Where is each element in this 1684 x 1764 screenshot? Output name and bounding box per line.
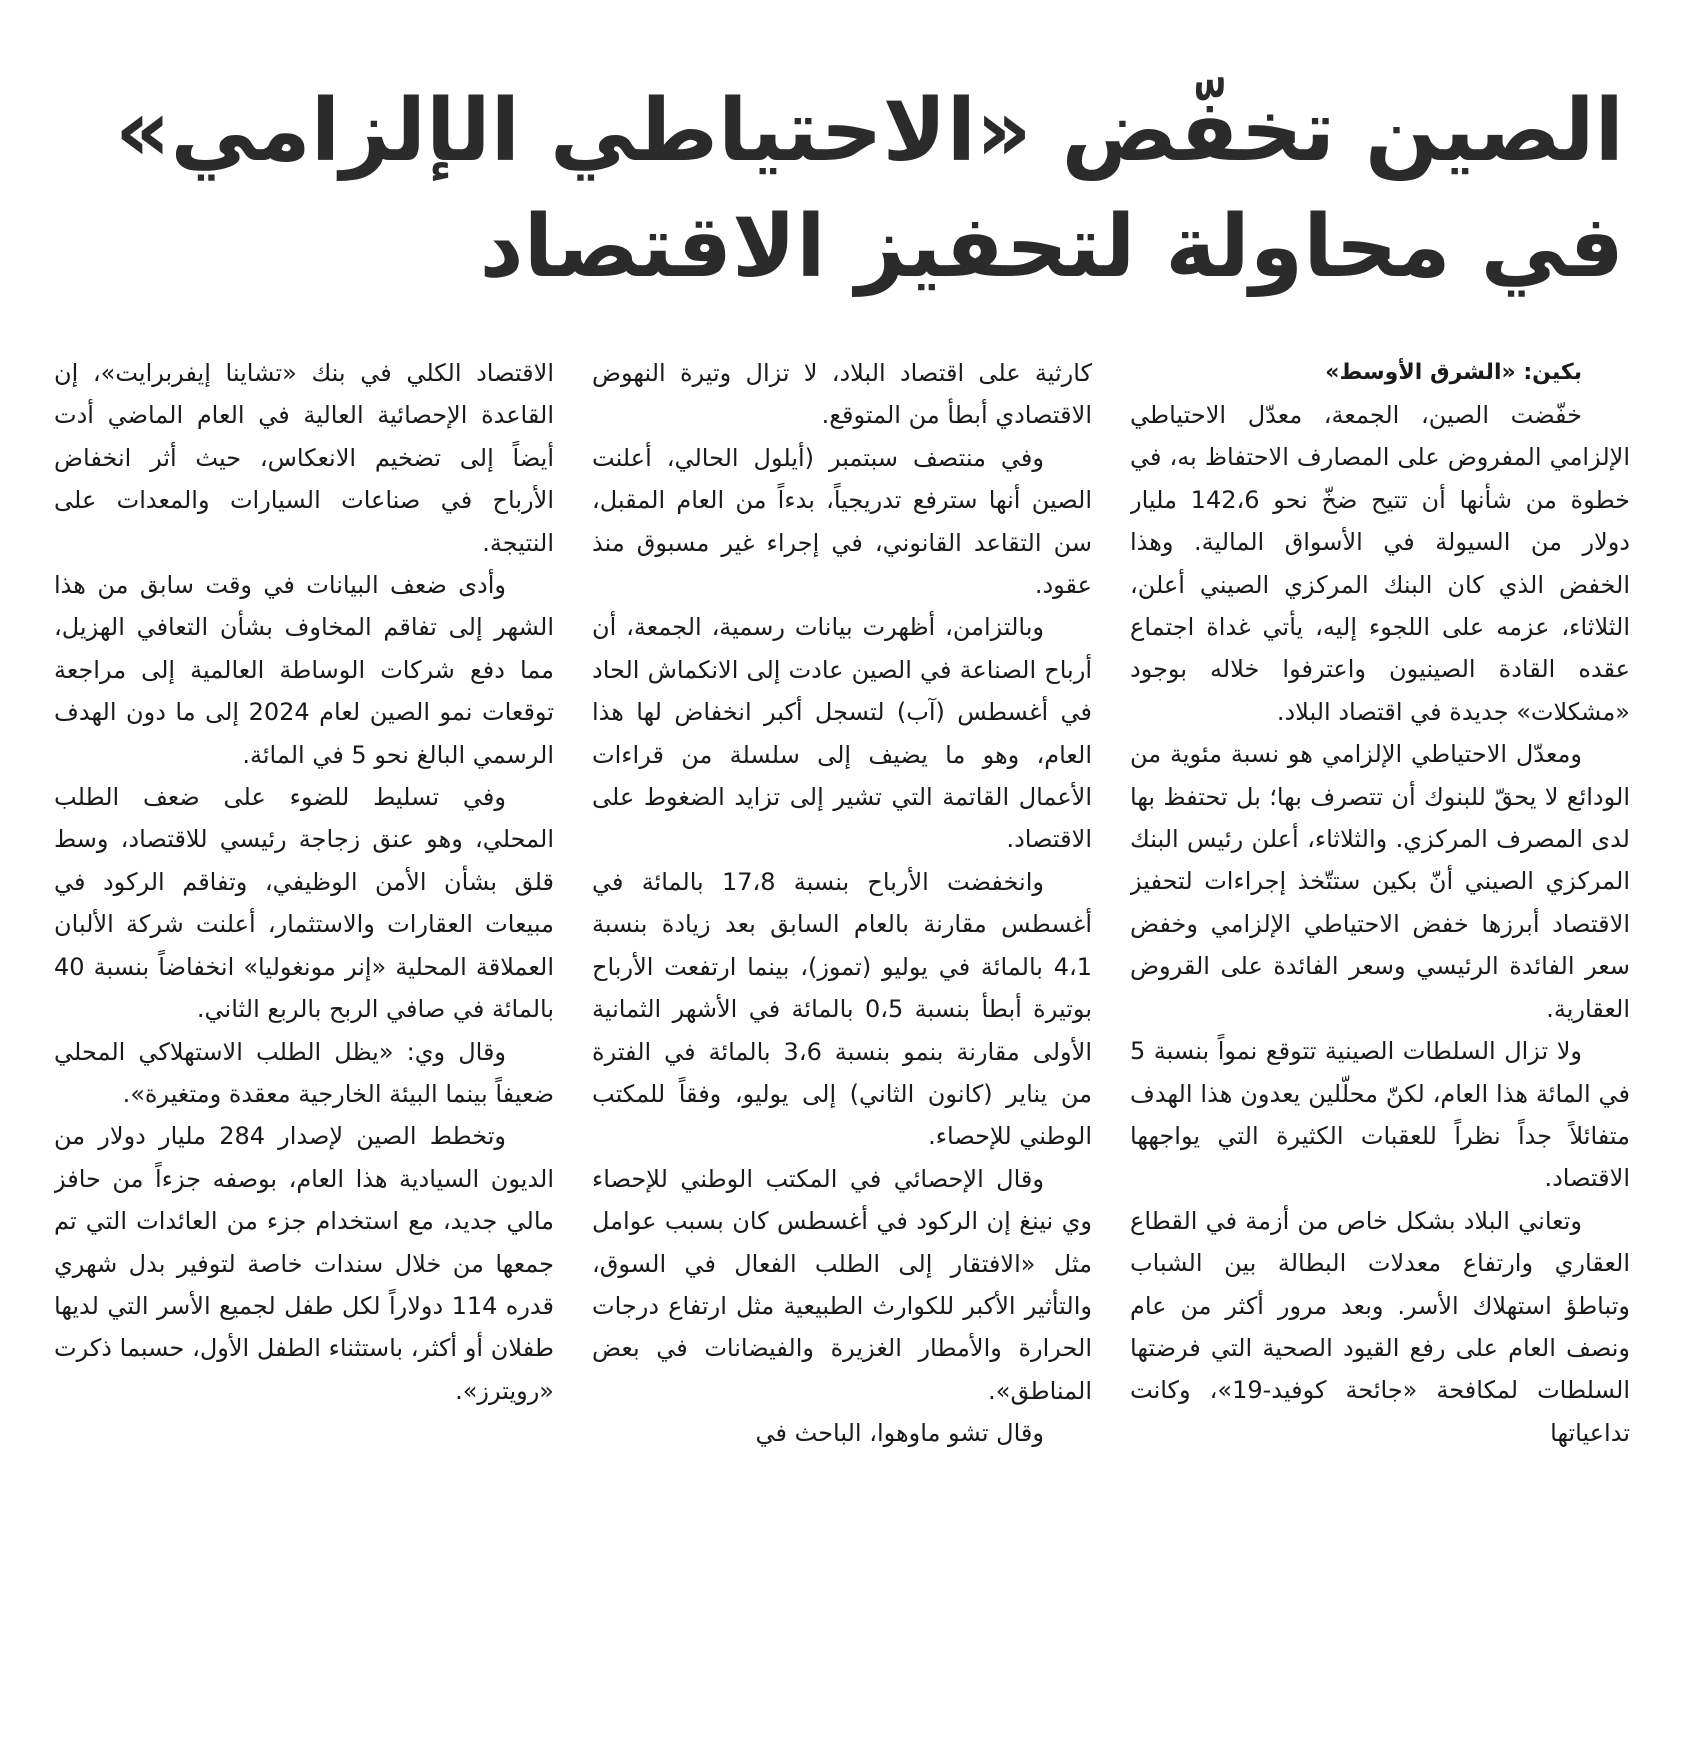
- paragraph: خفّضت الصين، الجمعة، معدّل الاحتياطي الإلزامي المفروض على المصارف الاحتفاظ به، في خطوة من شأنها أن تتيح ضخّ نحو 142،6 مليار دولار من السيولة في الأسواق المالية. وهذا الخفض الذي كان البنك المركزي الصيني أعلن، الثلاثاء، عزمه على اللجوء إليه، يأتي غداة اجتماع عقده القادة الصينيون واعترفوا خلاله بوجود «مشكلات» جديدة في اقتصاد البلاد.: [1130, 401, 1630, 726]
- article-body: [54, 352, 1630, 1752]
- article-headline: [114, 73, 1624, 305]
- paragraph: وقال الإحصائي في المكتب الوطني للإحصاء وي نينغ إن الركود في أغسطس كان بسبب عوامل مثل «الافتقار إلى الطلب الفعال في السوق، والتأثير الأكبر للكوارث الطبيعية مثل ارتفاع درجات الحرارة والأمطار الغزيرة والفيضانات في بعض المناطق».: [592, 1164, 1092, 1405]
- paragraph: الاقتصاد الكلي في بنك «تشاينا إيفربرايت»، إن القاعدة الإحصائية العالية في العام الماضي أدت أيضاً إلى تضخيم الانعكاس، حيث أثر انخفاض الأرباح في صناعات السيارات والمعدات على النتيجة.: [54, 359, 554, 557]
- paragraph: وتعاني البلاد بشكل خاص من أزمة في القطاع العقاري وارتفاع معدلات البطالة بين الشباب وتباطؤ استهلاك الأسر. وبعد مرور أكثر من عام ونصف العام على رفع القيود الصحية التي فرضتها السلطات لمكافحة «جائحة كوفيد-19»، وكانت تداعياتها: [1130, 1206, 1630, 1447]
- dateline: بكين: «الشرق الأوسط»: [1325, 360, 1582, 385]
- paragraph: وفي تسليط للضوء على ضعف الطلب المحلي، وهو عنق زجاجة رئيسي للاقتصاد، وسط قلق بشأن الأمن الوظيفي، وتفاقم الركود في مبيعات العقارات والاستثمار، أعلنت شركة الألبان العملاقة المحلية «إنر مونغوليا» انخفاضاً بنسبة 40 بالمائة في صافي الربح بالربع الثاني.: [54, 783, 554, 1024]
- paragraph: ولا تزال السلطات الصينية تتوقع نمواً بنسبة 5 في المائة هذا العام، لكنّ محلّلين يعدون هذا الهدف متفائلاً جداً نظراً للعقبات الكثيرة التي يواجهها الاقتصاد.: [1130, 1037, 1630, 1193]
- paragraph: كارثية على اقتصاد البلاد، لا تزال وتيرة النهوض الاقتصادي أبطأ من المتوقع.: [592, 359, 1092, 430]
- paragraph: وأدى ضعف البيانات في وقت سابق من هذا الشهر إلى تفاقم المخاوف بشأن التعافي الهزيل، مما دفع شركات الوساطة العالمية إلى مراجعة توقعات نمو الصين لعام 2024 إلى ما دون الهدف الرسمي البالغ نحو 5 في المائة.: [54, 571, 554, 769]
- headline-line-2: في محاولة لتحفيز الاقتصاد: [479, 197, 1624, 298]
- paragraph: وقال وي: «يظل الطلب الاستهلاكي المحلي ضعيفاً بينما البيئة الخارجية معقدة ومتغيرة».: [54, 1037, 554, 1108]
- column-1: [1130, 352, 1630, 1752]
- paragraph: ومعدّل الاحتياطي الإلزامي هو نسبة مئوية من الودائع لا يحقّ للبنوك أن تتصرف بها؛ بل تحتفظ بها لدى المصرف المركزي. والثلاثاء، أعلن رئيس البنك المركزي الصيني أنّ بكين ستتّخذ إجراءات لتحفيز الاقتصاد أبرزها خفض الاحتياطي الإلزامي وخفض سعر الفائدة الرئيسي وسعر الفائدة على القروض العقارية.: [1130, 740, 1630, 1023]
- column-2: [592, 352, 1092, 1752]
- headline-line-1: الصين تخفّض «الاحتياطي الإلزامي»: [114, 81, 1624, 182]
- paragraph: وتخطط الصين لإصدار 284 مليار دولار من الديون السيادية هذا العام، بوصفه جزءاً من حافز مالي جديد، مع استخدام جزء من العائدات التي تم جمعها من خلال سندات خاصة لتوفير بدل شهري قدره 114 دولاراً لكل طفل لجميع الأسر التي لديها طفلان أو أكثر، باستثناء الطفل الأول، حسبما ذكرت «رويترز».: [54, 1122, 554, 1405]
- paragraph: وبالتزامن، أظهرت بيانات رسمية، الجمعة، أن أرباح الصناعة في الصين عادت إلى الانكماش الحاد في أغسطس (آب) لتسجل أكبر انخفاض لها هذا العام، وهو ما يضيف إلى سلسلة من قراءات الأعمال القاتمة التي تشير إلى تزايد الضغوط على الاقتصاد.: [592, 613, 1092, 854]
- paragraph: وفي منتصف سبتمبر (أيلول الحالي، أعلنت الصين أنها سترفع تدريجياً، بدءاً من العام المقبل، سن التقاعد القانوني، في إجراء غير مسبوق منذ عقود.: [592, 443, 1092, 600]
- paragraph: وانخفضت الأرباح بنسبة 17،8 بالمائة في أغسطس مقارنة بالعام السابق بعد زيادة بنسبة 4،1 بالمائة في يوليو (تموز)، بينما ارتفعت الأرباح بوتيرة أبطأ بنسبة 0،5 بالمائة في الأشهر الثمانية الأولى مقارنة بنمو بنسبة 3،6 بالمائة في الفترة من يناير (كانون الثاني) إلى يوليو، وفقاً للمكتب الوطني للإحصاء.: [592, 867, 1092, 1151]
- paragraph: وقال تشو ماوهوا، الباحث في: [755, 1419, 1044, 1448]
- column-3: [54, 352, 554, 1752]
